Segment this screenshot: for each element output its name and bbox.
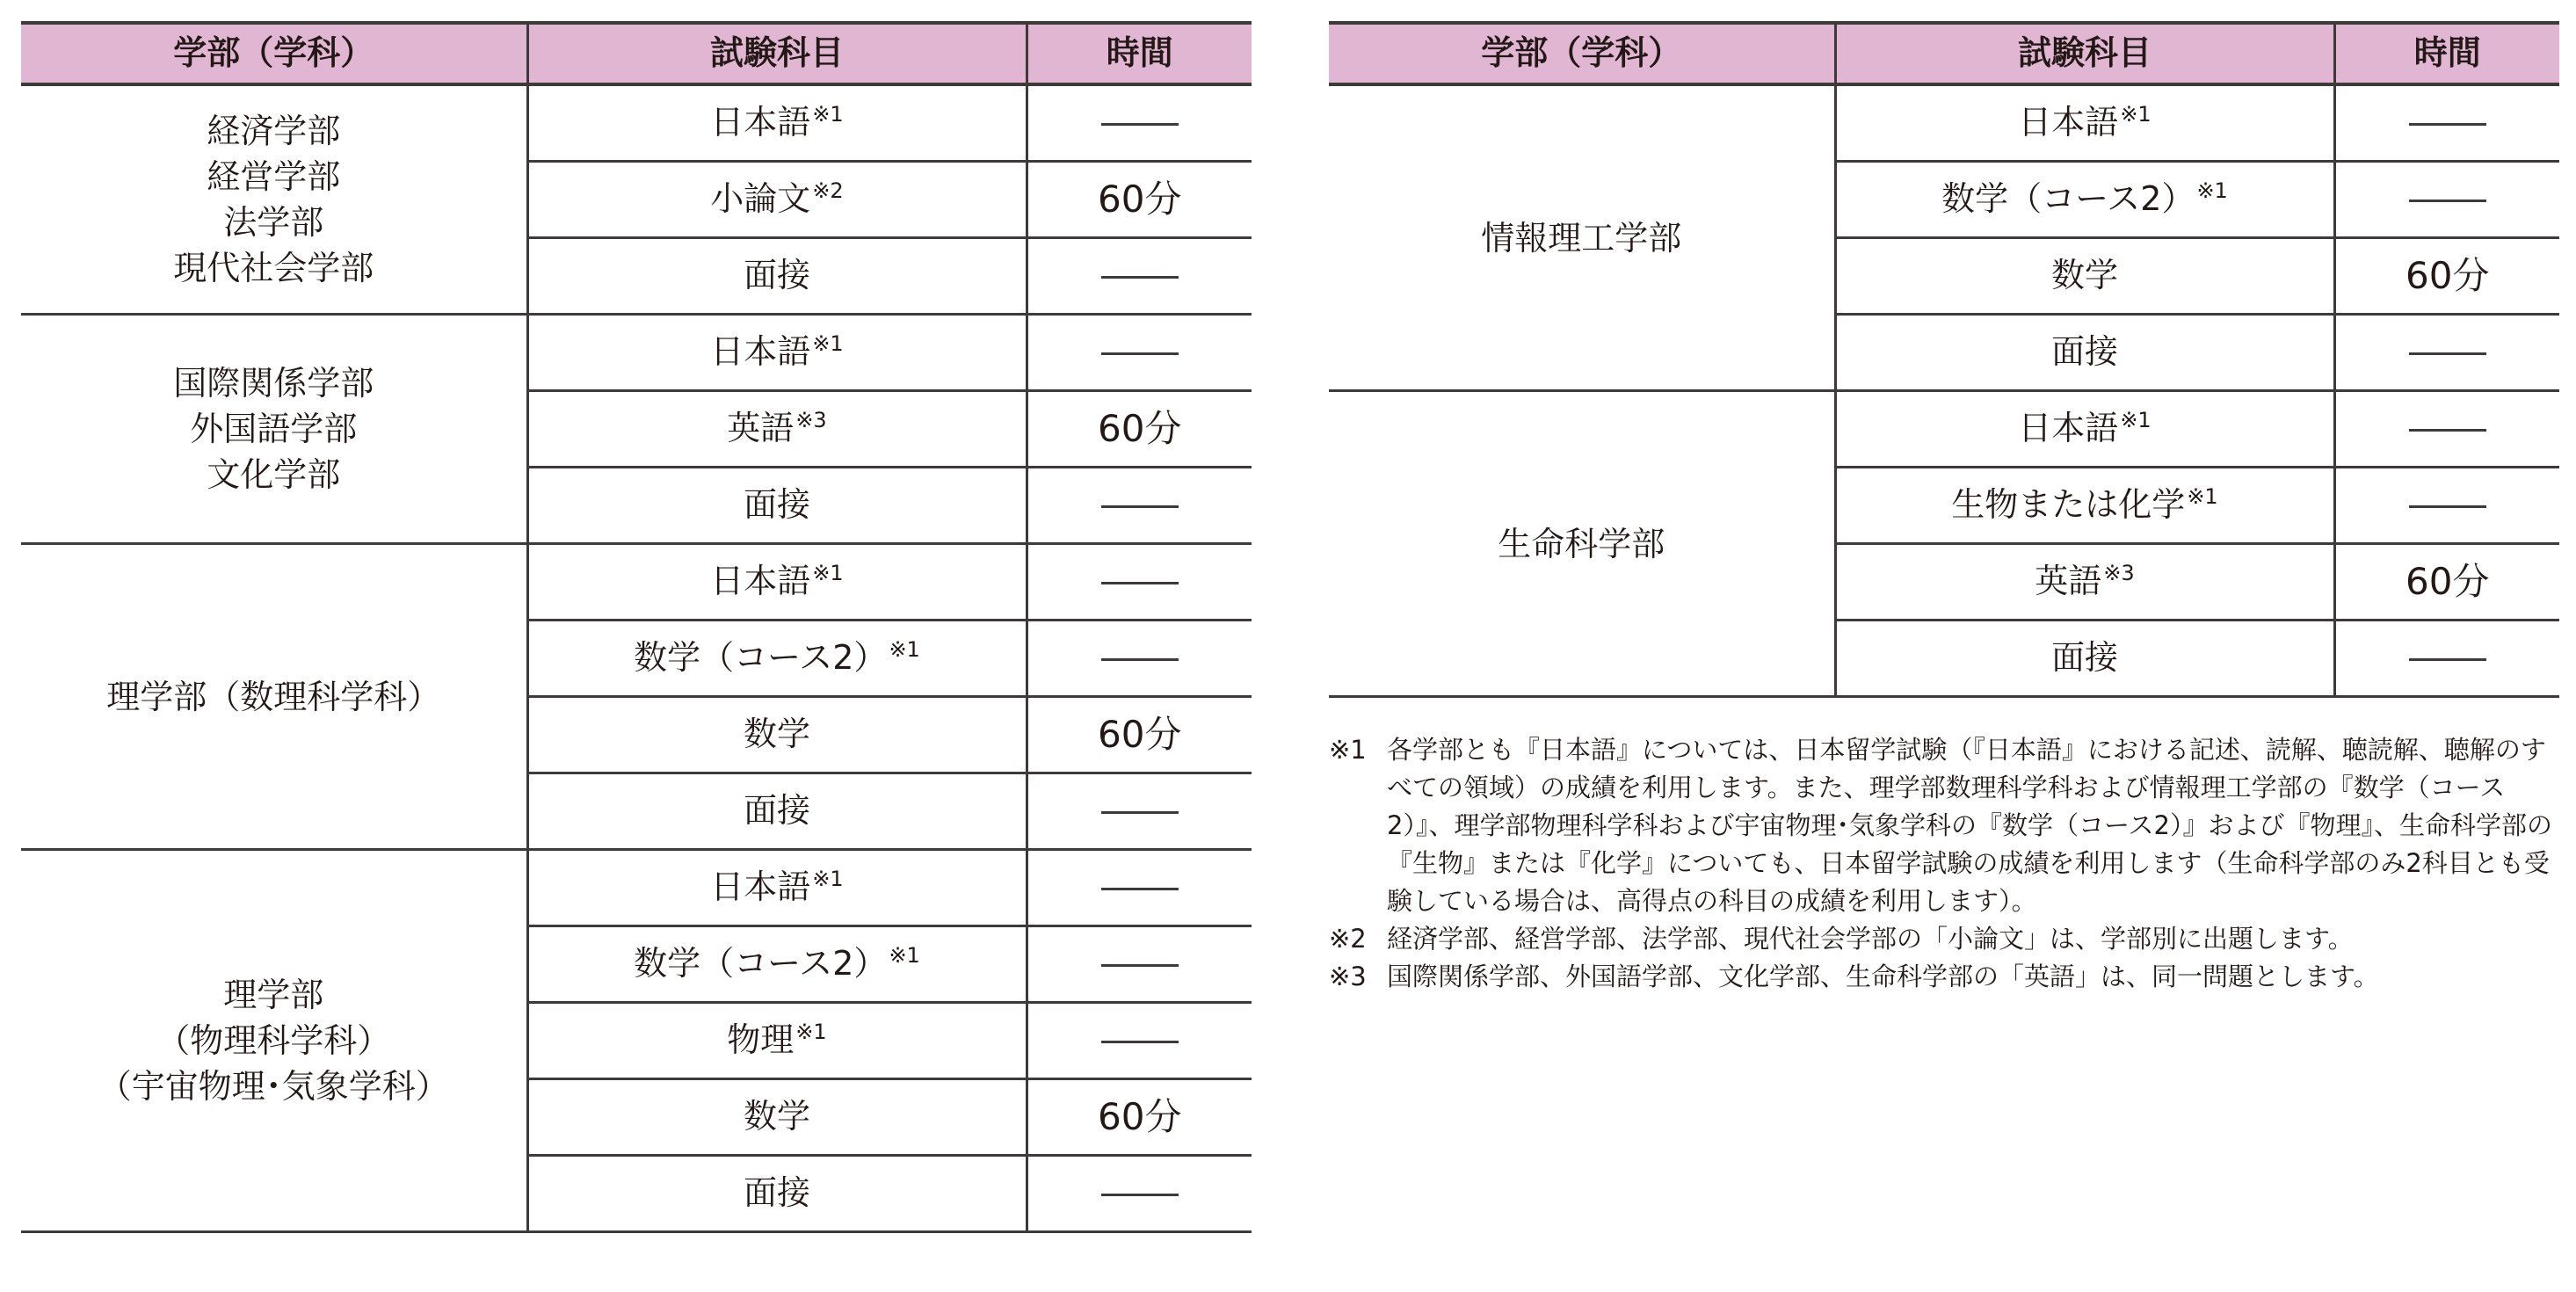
footnote-ref: ※3 xyxy=(2103,561,2135,586)
time-cell xyxy=(1027,84,1252,162)
time-cell xyxy=(2334,84,2559,162)
subject-name: 日本語 xyxy=(2018,103,2119,142)
subject-cell xyxy=(527,544,1027,621)
subject-name: 面接 xyxy=(2050,638,2118,678)
time-cell xyxy=(1027,468,1252,544)
subject-cell xyxy=(527,1003,1027,1079)
subject-name: 小論文 xyxy=(710,179,811,219)
dash-mark xyxy=(1101,888,1179,890)
subject-cell xyxy=(527,621,1027,697)
footnote-ref: ※1 xyxy=(795,1020,827,1045)
time-cell xyxy=(2334,162,2559,238)
time-cell xyxy=(1027,1079,1252,1156)
subject-cell xyxy=(527,162,1027,238)
footnote-ref: ※1 xyxy=(812,561,844,586)
footnote-text: 国際関係学部、外国語学部、文化学部、生命科学部の「英語」は、同一問題とします。 xyxy=(1387,962,2379,991)
subject-name: 面接 xyxy=(743,485,810,525)
footnote-3 xyxy=(1329,958,2565,996)
time-cell xyxy=(2334,468,2559,544)
left-table-body xyxy=(21,84,1252,1232)
subject-name: 面接 xyxy=(2050,332,2118,372)
footnote-text: 各学部とも『日本語』については、日本留学試験（『日本語』における記述、読解、聴読解、聴解のすべての領域）の成績を利用します。また、理学部数理科学科および情報理工学部の『数学（コース2）』、理学部物理科学科および宇宙物理･気象学科の『数学（コース2）』および『物理』、生命科学部の『生物』または『化学』についても、日本留学試験の成績を利用します（生命科学部のみ2科目とも受験している場合は、高得点の科目の成績を利用します）。 xyxy=(1387,735,2552,916)
dash-mark xyxy=(1101,352,1179,355)
footnote-ref: ※1 xyxy=(889,637,920,663)
subject-cell xyxy=(1835,621,2334,697)
subject-name: 英語 xyxy=(2035,562,2102,601)
header-row xyxy=(1329,23,2559,84)
time-cell xyxy=(1027,238,1252,315)
subject-name: 生物または化学 xyxy=(1951,485,2186,525)
department-line: 文化学部 xyxy=(207,455,341,494)
department-cell xyxy=(21,850,527,1232)
department-line: 外国語学部 xyxy=(190,410,358,448)
dash-mark xyxy=(2409,429,2486,432)
time-header: 時間 xyxy=(2334,23,2559,84)
subject-name: 数学 xyxy=(743,1097,810,1136)
department-line: 経済学部 xyxy=(207,112,341,150)
table-row xyxy=(1329,391,2559,468)
time-value: 60分 xyxy=(1098,406,1182,450)
dash-mark xyxy=(1101,505,1179,508)
subject-header: 試験科目 xyxy=(527,23,1027,84)
department-cell xyxy=(1329,391,1835,697)
footnote-1 xyxy=(1329,731,2565,920)
footnote-ref: ※1 xyxy=(2120,408,2152,433)
time-value: 60分 xyxy=(1098,177,1182,221)
dash-mark xyxy=(1101,123,1179,126)
time-cell xyxy=(1027,391,1252,468)
subject-name: 数学（コース2） xyxy=(1941,179,2195,219)
time-cell xyxy=(2334,238,2559,315)
subject-cell xyxy=(1835,544,2334,621)
dash-mark xyxy=(2409,658,2486,661)
time-cell xyxy=(1027,697,1252,773)
table-row xyxy=(21,84,1252,162)
department-header: 学部（学科） xyxy=(21,23,527,84)
time-cell xyxy=(2334,544,2559,621)
footnote-ref: ※1 xyxy=(2196,178,2228,204)
subject-name: 日本語 xyxy=(710,103,811,142)
footnote-ref: ※1 xyxy=(812,102,844,127)
time-cell xyxy=(1027,544,1252,621)
dash-mark xyxy=(1101,811,1179,814)
subject-cell xyxy=(527,468,1027,544)
subject-name: 面接 xyxy=(743,1173,810,1213)
subject-name: 数学 xyxy=(2050,256,2118,295)
table-row xyxy=(21,544,1252,621)
footnote-ref: ※1 xyxy=(812,331,844,357)
subject-name: 英語 xyxy=(727,409,795,448)
subject-cell xyxy=(527,315,1027,391)
dash-mark xyxy=(2409,505,2486,508)
footnote-text: 経済学部、経営学部、法学部、現代社会学部の「小論文」は、学部別に出題します。 xyxy=(1387,924,2354,954)
time-cell xyxy=(1027,162,1252,238)
subject-cell xyxy=(1835,238,2334,315)
subject-name: 日本語 xyxy=(710,867,811,907)
department-line: 現代社会学部 xyxy=(173,249,374,287)
footnote-mark: ※3 xyxy=(1329,962,1367,991)
time-value: 60分 xyxy=(1098,712,1182,756)
time-value: 60分 xyxy=(2405,253,2490,297)
department-line: （物理科学科） xyxy=(156,1021,391,1060)
exam-table-left xyxy=(21,21,1252,1233)
dash-mark xyxy=(1101,658,1179,661)
department-cell xyxy=(21,315,527,544)
department-header: 学部（学科） xyxy=(1329,23,1835,84)
time-cell xyxy=(2334,621,2559,697)
subject-header: 試験科目 xyxy=(1835,23,2334,84)
dash-mark xyxy=(2409,200,2486,202)
subject-cell xyxy=(527,773,1027,850)
dash-mark xyxy=(1101,964,1179,967)
time-cell xyxy=(1027,315,1252,391)
footnote-mark: ※2 xyxy=(1329,924,1367,954)
time-value: 60分 xyxy=(2405,559,2490,603)
table-row xyxy=(21,315,1252,391)
time-header: 時間 xyxy=(1027,23,1252,84)
department-line: 経営学部 xyxy=(207,157,341,196)
department-line: 法学部 xyxy=(223,203,324,242)
table-row xyxy=(21,850,1252,926)
footnote-2 xyxy=(1329,920,2565,958)
header-row xyxy=(21,23,1252,84)
footnote-ref: ※2 xyxy=(812,178,844,204)
dash-mark xyxy=(2409,123,2486,126)
footnote-ref: ※3 xyxy=(795,408,827,433)
subject-name: 面接 xyxy=(743,791,810,831)
subject-name: 数学 xyxy=(743,715,810,754)
time-cell xyxy=(1027,621,1252,697)
subject-cell xyxy=(527,1156,1027,1232)
time-cell xyxy=(1027,773,1252,850)
department-cell xyxy=(21,84,527,315)
footnote-ref: ※1 xyxy=(889,943,920,969)
department-line: 生命科学部 xyxy=(1498,524,1665,563)
dash-mark xyxy=(1101,582,1179,584)
subject-cell xyxy=(527,1079,1027,1156)
footnote-mark: ※1 xyxy=(1329,735,1367,765)
department-line: （宇宙物理･気象学科） xyxy=(98,1067,449,1106)
subject-name: 物理 xyxy=(727,1020,795,1060)
footnote-ref: ※1 xyxy=(2187,484,2218,510)
footnote-ref: ※1 xyxy=(812,867,844,892)
department-line: 情報理工学部 xyxy=(1481,218,1682,258)
subject-cell xyxy=(527,238,1027,315)
subject-cell xyxy=(1835,468,2334,544)
time-cell xyxy=(2334,391,2559,468)
footnote-ref: ※1 xyxy=(2120,102,2152,127)
department-line: 国際関係学部 xyxy=(173,364,374,403)
subject-name: 日本語 xyxy=(710,332,811,372)
exam-table-right xyxy=(1329,21,2559,698)
subject-name: 日本語 xyxy=(2018,409,2119,448)
department-cell xyxy=(1329,84,1835,391)
department-cell xyxy=(21,544,527,850)
subject-name: 数学（コース2） xyxy=(634,638,888,678)
time-cell xyxy=(1027,926,1252,1003)
subject-cell xyxy=(527,926,1027,1003)
subject-name: 数学（コース2） xyxy=(634,944,888,984)
subject-cell xyxy=(1835,84,2334,162)
time-cell xyxy=(1027,850,1252,926)
dash-mark xyxy=(1101,1041,1179,1043)
time-value: 60分 xyxy=(1098,1094,1182,1138)
dash-mark xyxy=(1101,1194,1179,1196)
subject-cell xyxy=(1835,162,2334,238)
subject-cell xyxy=(1835,391,2334,468)
table-row xyxy=(1329,84,2559,162)
dash-mark xyxy=(1101,276,1179,279)
subject-cell xyxy=(1835,315,2334,391)
footnotes xyxy=(1329,731,2565,996)
department-line: 理学部 xyxy=(223,976,324,1014)
time-cell xyxy=(1027,1003,1252,1079)
time-cell xyxy=(1027,1156,1252,1232)
subject-cell xyxy=(527,697,1027,773)
subject-cell xyxy=(527,850,1027,926)
department-line: 理学部（数理科学科） xyxy=(106,677,441,716)
time-cell xyxy=(2334,315,2559,391)
subject-name: 面接 xyxy=(743,256,810,295)
subject-cell xyxy=(527,84,1027,162)
right-table-body xyxy=(1329,84,2559,697)
dash-mark xyxy=(2409,352,2486,355)
subject-cell xyxy=(527,391,1027,468)
subject-name: 日本語 xyxy=(710,562,811,601)
